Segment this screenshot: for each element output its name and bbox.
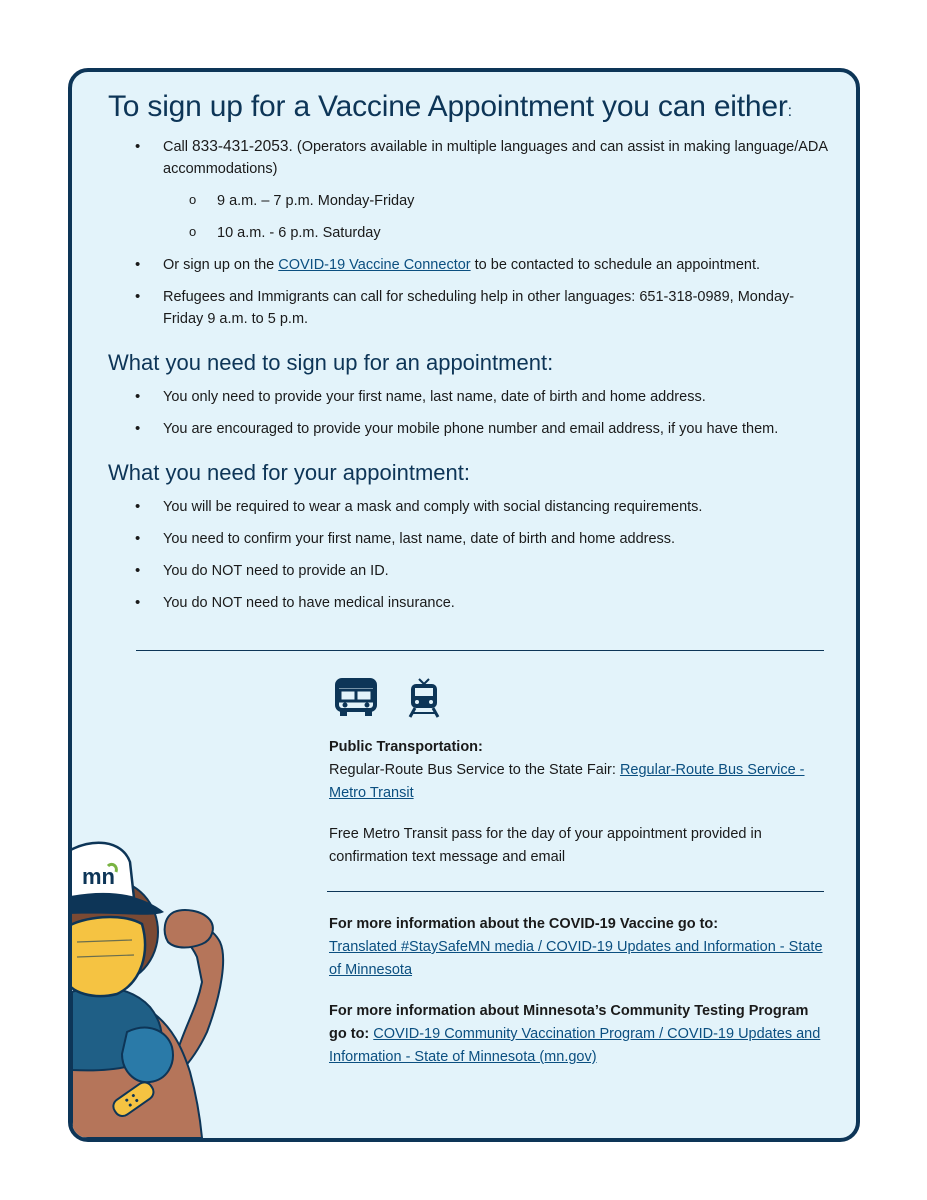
testing-info-heading: For more information about Minnesota’s Community Testing Program go to:	[329, 1003, 809, 1042]
bus-icon	[334, 678, 378, 718]
mn-logo-icon	[82, 864, 116, 889]
list-item: • Or sign up on the COVID-19 Vaccine Connector to be contacted to schedule an appointment.	[108, 254, 828, 276]
phone-number: 833-431-2053.	[192, 138, 293, 155]
transit-pass-text: Free Metro Transit pass for the day of your appointment provided in confirmation text message and email	[329, 826, 762, 865]
vaccine-connector-link[interactable]: COVID-19 Vaccine Connector	[278, 257, 471, 273]
flyer-content	[108, 90, 828, 614]
signup-options-list	[108, 136, 828, 330]
hours-item: o 9 a.m. – 7 p.m. Monday-Friday	[163, 190, 828, 212]
divider	[136, 650, 824, 651]
list-item: • You are encouraged to provide your mobile phone number and email address, if you have them.	[108, 418, 828, 440]
list-item: • You do NOT need to have medical insurance.	[108, 592, 828, 614]
svg-text:mn: mn	[82, 864, 115, 889]
staysafemn-link[interactable]: Translated #StaySafeMN media / COVID-19 Updates and Information - State of Minnesota	[329, 939, 823, 978]
flyer-card	[68, 68, 860, 1142]
section-heading-appointment: What you need for your appointment:	[108, 460, 470, 485]
bus-service-link[interactable]: Regular-Route Bus Service - Metro Transit	[329, 762, 805, 801]
page-title: To sign up for a Vaccine Appointment you can either:	[108, 90, 792, 123]
section-heading-signup: What you need to sign up for an appointment:	[108, 350, 554, 375]
hours-list	[163, 190, 828, 244]
transit-icons	[334, 678, 441, 720]
vaccine-info-heading: For more information about the COVID-19 Vaccine go to:	[329, 916, 719, 932]
list-item: • You do NOT need to provide an ID.	[108, 560, 828, 582]
vaccinated-person-illustration	[72, 832, 312, 1138]
signup-needs-list	[108, 386, 828, 440]
list-item: • Call 833-431-2053. (Operators available in multiple languages and can assist in making language/ADA accommodations) o 9 a.m. – 7 p.m. Monday-Friday o 10 a.m. - 6 p.m. Saturday	[108, 136, 828, 244]
transport-heading: Public Transportation:	[329, 739, 483, 755]
list-item: • You will be required to wear a mask and comply with social distancing requirements.	[108, 496, 828, 518]
list-item: • You need to confirm your first name, last name, date of birth and home address.	[108, 528, 828, 550]
divider	[327, 891, 824, 892]
hours-item: o 10 a.m. - 6 p.m. Saturday	[163, 222, 828, 244]
transport-info: Public Transportation: Regular-Route Bus Service to the State Fair: Regular-Route Bus Service - Metro Transit Free Metro Transit pass for the day of your appointment provided in confirmation text message and email	[329, 736, 829, 869]
train-icon	[407, 678, 441, 718]
more-info	[329, 913, 829, 1069]
community-vaccination-link[interactable]: COVID-19 Community Vaccination Program / COVID-19 Updates and Information - State of Minnesota (mn.gov)	[329, 1026, 821, 1065]
list-item: • Refugees and Immigrants can call for scheduling help in other languages: 651-318-0989, Monday-Friday 9 a.m. to 5 p.m.	[108, 286, 828, 330]
list-item: • You only need to provide your first name, last name, date of birth and home address.	[108, 386, 828, 408]
appointment-needs-list	[108, 496, 828, 614]
